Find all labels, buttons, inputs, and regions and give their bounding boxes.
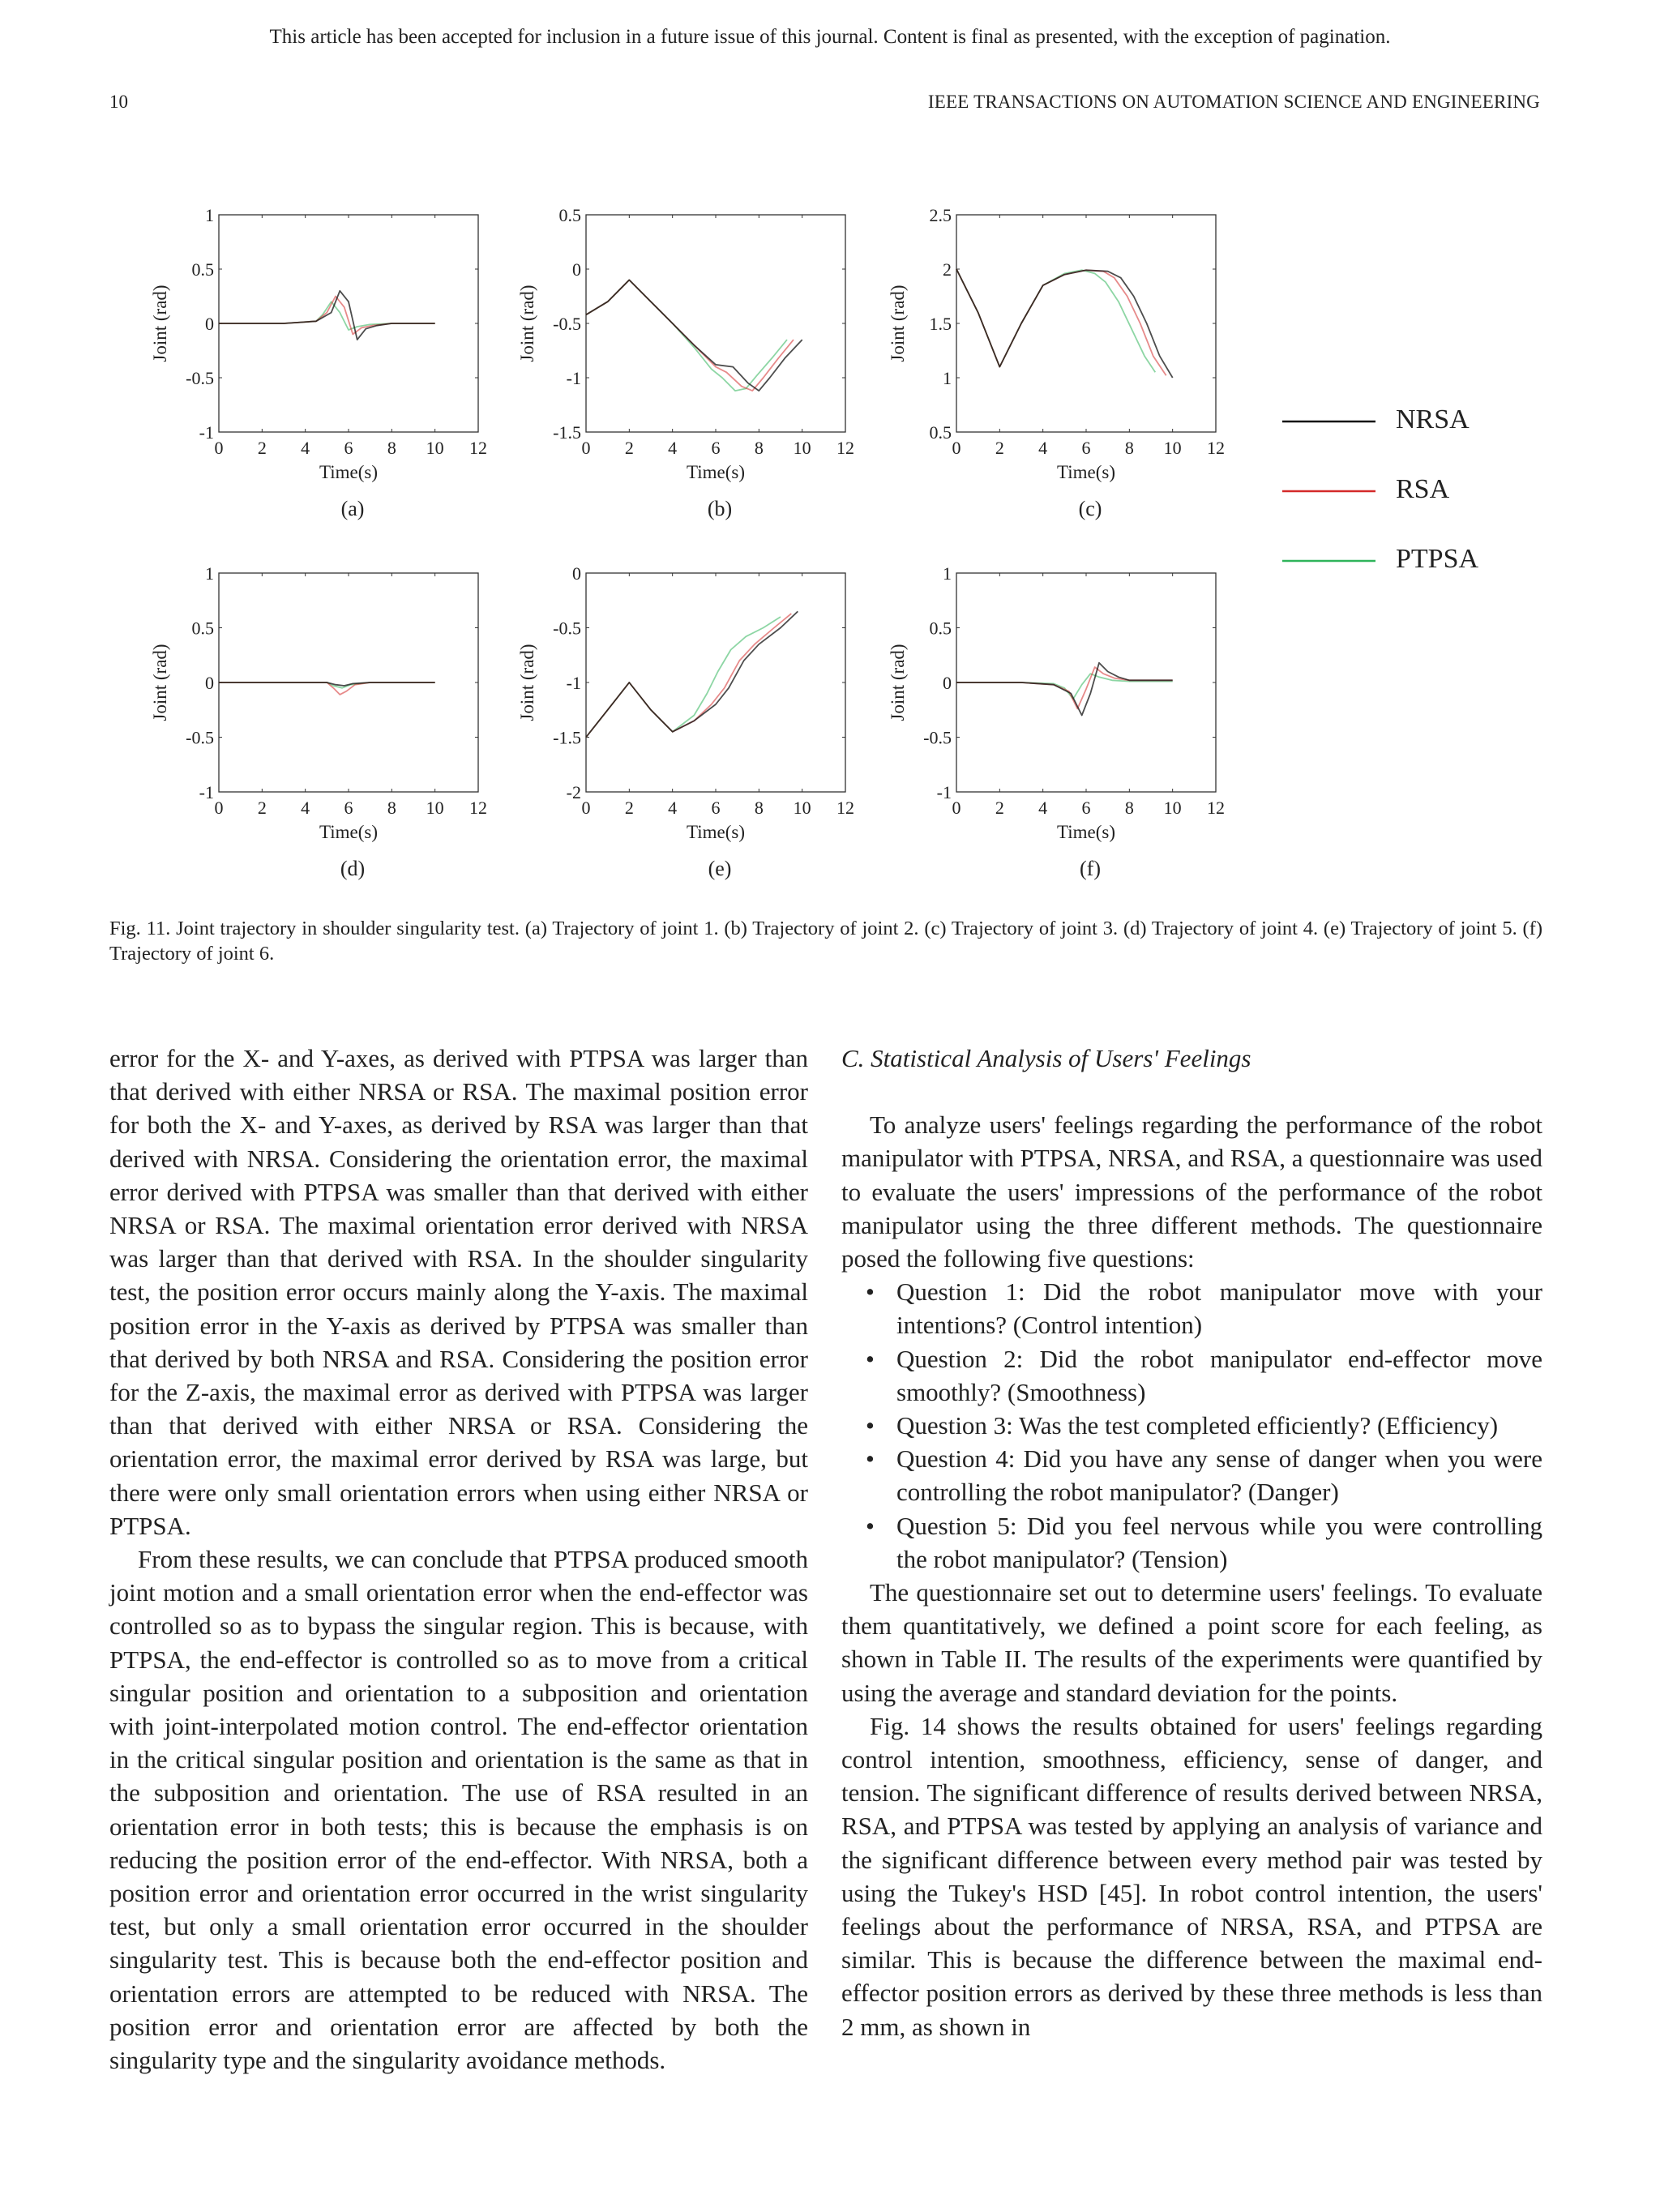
legend — [1282, 404, 1478, 574]
panel-label: (c) — [1078, 497, 1102, 520]
series-line-ptpsa — [956, 269, 1155, 372]
chart-panel — [150, 205, 487, 520]
y-tick-label: -0.5 — [186, 368, 214, 388]
x-tick-label: 10 — [1163, 438, 1182, 458]
y-axis-label: Joint (rad) — [517, 285, 537, 362]
x-tick-label: 2 — [624, 798, 634, 818]
x-tick-label: 0 — [581, 798, 591, 818]
plot-frame — [586, 573, 845, 792]
question-item: • Question 5: Did you feel nervous while you were controlling the robot manipulator? (Tension) — [841, 1509, 1542, 1576]
acceptance-notice: This article has been accepted for inclusion in a future issue of this journal. Content is final as presented, with the exception of pagination. — [269, 26, 1391, 48]
x-tick-label: 10 — [793, 798, 811, 818]
x-tick-label: 6 — [344, 798, 353, 818]
y-tick-label: 0.5 — [929, 422, 952, 443]
x-tick-label: 0 — [581, 438, 591, 458]
x-tick-label: 2 — [624, 438, 634, 458]
y-tick-label: 1 — [205, 205, 214, 225]
page-number: 10 — [109, 92, 128, 112]
question-item: • Question 2: Did the robot manipulator end-effector move smoothly? (Smoothness) — [841, 1342, 1542, 1409]
y-axis-label: Joint (rad) — [517, 644, 537, 721]
y-axis-label: Joint (rad) — [150, 644, 170, 721]
series-line-rsa — [956, 667, 1173, 708]
x-axis-label: Time(s) — [687, 462, 745, 482]
x-tick-label: 0 — [952, 438, 961, 458]
x-tick-label: 6 — [711, 798, 721, 818]
x-tick-label: 4 — [668, 798, 678, 818]
plot-frame — [586, 215, 845, 432]
series-line-rsa — [956, 269, 1166, 375]
plot-frame — [219, 573, 478, 792]
x-tick-label: 8 — [387, 438, 396, 458]
y-tick-label: -1 — [199, 422, 214, 443]
y-tick-label: 0 — [205, 673, 214, 693]
series-line-ptpsa — [956, 674, 1173, 699]
y-tick-label: -0.5 — [553, 314, 581, 334]
series-line-rsa — [219, 297, 435, 335]
legend-label: RSA — [1396, 474, 1450, 504]
y-tick-label: -1.5 — [553, 422, 581, 443]
chart-panel — [150, 563, 487, 880]
y-axis-label: Joint (rad) — [888, 644, 908, 721]
section-heading: C. Statistical Analysis of Users' Feelings — [841, 1044, 1251, 1072]
series-line-rsa — [219, 682, 435, 695]
x-tick-label: 4 — [301, 798, 310, 818]
chart-panel — [517, 205, 854, 520]
y-tick-label: -0.5 — [553, 618, 581, 639]
series-line-nrsa — [956, 663, 1173, 716]
x-tick-label: 12 — [1207, 438, 1225, 458]
questionnaire-intro: To analyze users' feelings regarding the performance of the robot manipulator with PTPSA, NRSA, and RSA, a questionnaire was used to evaluate the users' impressions of the performance of the robot manipulator using the three different methods. The questionnaire posed the following five questions: — [841, 1110, 1542, 1273]
x-tick-label: 6 — [1081, 798, 1091, 818]
x-tick-label: 12 — [836, 798, 854, 818]
x-tick-label: 8 — [1124, 798, 1134, 818]
x-tick-label: 12 — [836, 438, 854, 458]
y-tick-label: -1 — [566, 368, 581, 388]
left-column — [109, 1042, 808, 2077]
journal-title: IEEE TRANSACTIONS ON AUTOMATION SCIENCE AND ENGINEERING — [927, 92, 1540, 112]
x-tick-label: 8 — [754, 798, 764, 818]
chart-panel — [888, 563, 1225, 880]
y-tick-label: -0.5 — [186, 727, 214, 748]
right-paragraph-2: Fig. 14 shows the results obtained for users' feelings regarding control intention, smoothness, efficiency, sense of danger, and tension. The significant difference of results derived between NRSA, RSA, and PTPSA was tested by applying an analysis of variance and the significant difference between every method pair was tested by using the Tukey's HSD [45]. In robot control intention, the users' feelings about the performance of NRSA, RSA, and PTPSA are similar. This is because the difference between the maximal end-effector position errors as derived by these three methods is less than 2 mm, as shown in — [841, 1711, 1542, 2041]
series-line-nrsa — [586, 611, 798, 737]
panel-label: (d) — [340, 857, 366, 880]
y-tick-label: 1.5 — [929, 314, 952, 334]
x-tick-label: 0 — [214, 438, 224, 458]
y-tick-label: -1 — [199, 782, 214, 802]
series-line-nrsa — [219, 682, 435, 686]
panel-label: (b) — [707, 497, 733, 520]
x-tick-label: 4 — [301, 438, 310, 458]
left-paragraph-1: error for the X- and Y-axes, as derived with PTPSA was larger than that derived with either NRSA or RSA. The maximal position error for both the X- and Y-axes, as derived by RSA was larger than that derived with NRSA. Considering the orientation error, the maximal error derived with PTPSA was smaller than that derived with either NRSA or RSA. The maximal orientation error derived with NRSA was larger than that derived with RSA. In the shoulder singularity test, the position error occurs mainly along the Y-axis. The maximal position error in the Y-axis as derived by PTPSA was smaller than that derived by both NRSA and RSA. Considering the position error for the Z-axis, the maximal error as derived with PTPSA was larger than that derived with either NRSA or RSA. Considering the orientation error, the maximal error derived by RSA was large, but there were only small orientation errors when using either NRSA or PTPSA. — [109, 1044, 808, 1540]
plot-frame — [956, 215, 1216, 432]
right-paragraph-1: The questionnaire set out to determine users' feelings. To evaluate them quantitatively, we defined a point score for each feeling, as shown in Table II. The results of the experiments were quantified by using the average and standard deviation for the points. — [841, 1578, 1542, 1707]
y-tick-label: -2 — [566, 782, 581, 802]
chart-panel — [517, 563, 854, 880]
x-tick-label: 12 — [1207, 798, 1225, 818]
series-line-ptpsa — [586, 617, 781, 738]
y-tick-label: -1 — [936, 782, 952, 802]
y-axis-label: Joint (rad) — [150, 285, 170, 362]
figure-11 — [0, 0, 1660, 908]
series-line-nrsa — [586, 280, 802, 391]
x-axis-label: Time(s) — [1057, 462, 1115, 482]
y-tick-label: 0.5 — [191, 259, 214, 280]
y-tick-label: 0 — [943, 673, 952, 693]
y-tick-label: 0.5 — [191, 618, 214, 639]
x-tick-label: 12 — [469, 798, 487, 818]
series-line-rsa — [586, 614, 791, 738]
question-list — [841, 1275, 1542, 1576]
y-tick-label: 0.5 — [929, 618, 952, 639]
x-tick-label: 8 — [387, 798, 396, 818]
y-tick-label: 0 — [572, 259, 581, 280]
y-tick-label: 0 — [572, 563, 581, 584]
x-axis-label: Time(s) — [1057, 822, 1115, 842]
y-tick-label: 1 — [943, 563, 952, 584]
panel-label: (f) — [1080, 857, 1101, 880]
x-tick-label: 10 — [793, 438, 811, 458]
x-axis-label: Time(s) — [687, 822, 745, 842]
y-tick-label: 0 — [205, 314, 214, 334]
x-tick-label: 10 — [426, 438, 444, 458]
y-tick-label: -1.5 — [553, 727, 581, 748]
y-tick-label: -0.5 — [923, 727, 952, 748]
panel-label: (e) — [708, 857, 732, 880]
x-tick-label: 8 — [1124, 438, 1134, 458]
legend-label: PTPSA — [1396, 544, 1479, 574]
left-paragraph-2: From these results, we can conclude that PTPSA produced smooth joint motion and a small orientation error when the end-effector was controlled so as to bypass the singular region. This is because, with PTPSA, the end-effector is controlled so as to move from a critical singular position and orientation to a subposition and orientation with joint-interpolated motion control. The end-effector orientation in the critical singular position and orientation is the same as that in the subposition and orientation. The use of RSA resulted in an orientation error in both tests; this is because the emphasis is on reducing the position error of the end-effector. With NRSA, both a position error and orientation error occurred in the wrist singularity test, but only a small orientation error occurred in the shoulder singularity test. This is because both the end-effector position and orientation errors are attempted to be reduced with NRSA. The position error and orientation error are affected by both the singularity type and the singularity avoidance methods. — [109, 1545, 808, 2075]
x-tick-label: 0 — [952, 798, 961, 818]
question-item: • Question 4: Did you have any sense of danger when you were controlling the robot manipulator? (Danger) — [841, 1442, 1542, 1508]
x-tick-label: 4 — [668, 438, 678, 458]
chart-panel — [888, 205, 1225, 520]
x-tick-label: 0 — [214, 798, 224, 818]
plot-frame — [219, 215, 478, 432]
panel-label: (a) — [340, 497, 365, 520]
question-item: • Question 1: Did the robot manipulator move with your intentions? (Control intention) — [841, 1275, 1542, 1341]
legend-label: NRSA — [1396, 404, 1470, 434]
x-axis-label: Time(s) — [319, 822, 378, 842]
x-tick-label: 2 — [257, 438, 267, 458]
figure-caption: Fig. 11. Joint trajectory in shoulder singularity test. (a) Trajectory of joint 1. (b) Trajectory of joint 2. (c) Trajectory of joint 3. (d) Trajectory of joint 4. (e) Trajectory of joint 5. (f) Trajectory of joint 6. — [109, 918, 1542, 965]
x-tick-label: 2 — [995, 438, 1004, 458]
y-tick-label: 1 — [943, 368, 952, 388]
y-tick-label: 0.5 — [558, 205, 581, 225]
series-line-nrsa — [219, 291, 435, 340]
x-axis-label: Time(s) — [319, 462, 378, 482]
series-line-rsa — [586, 280, 794, 391]
y-tick-label: -1 — [566, 673, 581, 693]
x-tick-label: 8 — [754, 438, 764, 458]
x-tick-label: 10 — [426, 798, 444, 818]
y-tick-label: 2 — [943, 259, 952, 280]
plot-frame — [956, 573, 1216, 792]
x-tick-label: 2 — [995, 798, 1004, 818]
x-tick-label: 6 — [711, 438, 721, 458]
series-line-ptpsa — [219, 302, 435, 330]
x-tick-label: 4 — [1038, 798, 1048, 818]
x-tick-label: 4 — [1038, 438, 1048, 458]
x-tick-label: 2 — [257, 798, 267, 818]
x-tick-label: 6 — [1081, 438, 1091, 458]
series-line-ptpsa — [586, 280, 787, 391]
question-item: • Question 3: Was the test completed efficiently? (Efficiency) — [841, 1409, 1542, 1442]
x-tick-label: 10 — [1163, 798, 1182, 818]
y-tick-label: 1 — [205, 563, 214, 584]
y-axis-label: Joint (rad) — [888, 285, 908, 362]
series-line-ptpsa — [219, 682, 435, 688]
right-column — [841, 1042, 1542, 2043]
x-tick-label: 6 — [344, 438, 353, 458]
x-tick-label: 12 — [469, 438, 487, 458]
y-tick-label: 2.5 — [929, 205, 952, 225]
series-line-nrsa — [956, 269, 1173, 378]
